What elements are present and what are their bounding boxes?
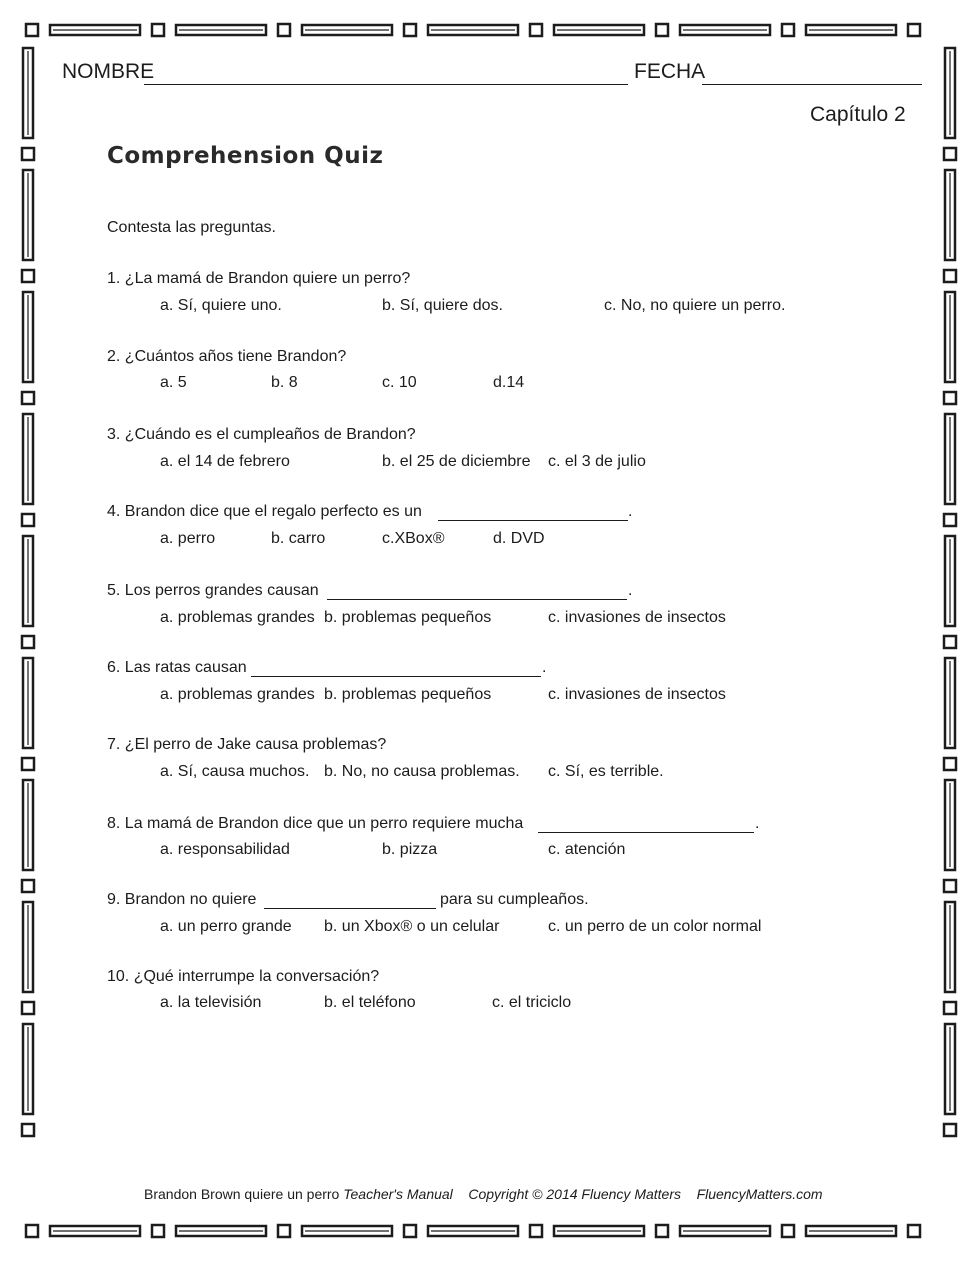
date-label: FECHA (634, 60, 706, 83)
name-label: NOMBRE (62, 60, 155, 83)
instructions: Contesta las preguntas. (107, 219, 276, 236)
question-5: 5. Los perros grandes causan (107, 582, 319, 599)
border-square (944, 758, 956, 770)
border-square (530, 1225, 542, 1237)
q9-option-c[interactable]: c. un perro de un color normal (548, 918, 762, 935)
q1-option-b[interactable]: b. Sí, quiere dos. (382, 297, 503, 314)
border-square (908, 24, 920, 36)
q7-option-b[interactable]: b. No, no causa problemas. (324, 763, 520, 780)
q3-option-c[interactable]: c. el 3 de julio (548, 453, 646, 470)
question-6: 6. Las ratas causan (107, 659, 247, 676)
border-square (656, 24, 668, 36)
name-field[interactable] (144, 84, 628, 85)
q9-option-b[interactable]: b. un Xbox® o un celular (324, 918, 500, 935)
question-8: 8. La mamá de Brandon dice que un perro requiere mucha (107, 815, 524, 832)
q4-answer-blank[interactable] (438, 520, 628, 521)
question-1: 1. ¿La mamá de Brandon quiere un perro? (107, 270, 411, 287)
footer (144, 1186, 823, 1202)
page-title: Comprehension Quiz (107, 143, 384, 169)
border-square (782, 24, 794, 36)
border-square (26, 24, 38, 36)
q5-answer-blank[interactable] (327, 599, 627, 600)
q10-option-a[interactable]: a. la televisión (160, 994, 262, 1011)
footer-book-title: Brandon Brown quiere un perro (144, 1186, 340, 1202)
footer-manual: Teacher's Manual (343, 1186, 453, 1202)
q6-answer-blank[interactable] (251, 676, 541, 677)
border-square (944, 514, 956, 526)
border-square (944, 392, 956, 404)
q5-prompt-end: . (628, 582, 633, 599)
border-square (22, 514, 34, 526)
q4-option-a[interactable]: a. perro (160, 530, 216, 547)
border-square (26, 1225, 38, 1237)
date-field[interactable] (702, 84, 922, 85)
border-square (22, 270, 34, 282)
q4-option-d[interactable]: d. DVD (493, 530, 545, 547)
border-square (22, 1124, 34, 1136)
border-square (908, 1225, 920, 1237)
border-square (404, 24, 416, 36)
border-square (404, 1225, 416, 1237)
q7-option-c[interactable]: c. Sí, es terrible. (548, 763, 664, 780)
q6-option-a[interactable]: a. problemas grandes (160, 686, 315, 703)
question-4: 4. Brandon dice que el regalo perfecto es un (107, 503, 422, 520)
border-square (530, 24, 542, 36)
question-9: 9. Brandon no quiere (107, 891, 257, 908)
q1-option-c[interactable]: c. No, no quiere un perro. (604, 297, 786, 314)
chapter-label: Capítulo 2 (810, 103, 906, 126)
q2-option-a[interactable]: a. 5 (160, 374, 187, 391)
border-square (22, 148, 34, 160)
q9-option-a[interactable]: a. un perro grande (160, 918, 292, 935)
border-square (944, 148, 956, 160)
q8-option-a[interactable]: a. responsabilidad (160, 841, 290, 858)
border-square (22, 1002, 34, 1014)
border-square (278, 24, 290, 36)
question-7: 7. ¿El perro de Jake causa problemas? (107, 736, 387, 753)
q10-option-b[interactable]: b. el teléfono (324, 994, 416, 1011)
q6-prompt-end: . (542, 659, 547, 676)
question-10: 10. ¿Qué interrumpe la conversación? (107, 968, 380, 985)
q5-option-c[interactable]: c. invasiones de insectos (548, 609, 726, 626)
q2-option-d[interactable]: d.14 (493, 374, 525, 391)
border-square (278, 1225, 290, 1237)
q5-option-b[interactable]: b. problemas pequeños (324, 609, 492, 626)
q6-option-c[interactable]: c. invasiones de insectos (548, 686, 726, 703)
q7-option-a[interactable]: a. Sí, causa muchos. (160, 763, 310, 780)
footer-site: FluencyMatters.com (696, 1186, 823, 1202)
q6-option-b[interactable]: b. problemas pequeños (324, 686, 492, 703)
question-2: 2. ¿Cuántos años tiene Brandon? (107, 348, 347, 365)
border-square (944, 270, 956, 282)
q8-answer-blank[interactable] (538, 832, 754, 833)
q9-answer-blank[interactable] (264, 908, 436, 909)
q2-option-c[interactable]: c. 10 (382, 374, 417, 391)
border-square (944, 1124, 956, 1136)
q2-option-b[interactable]: b. 8 (271, 374, 298, 391)
question-3: 3. ¿Cuándo es el cumpleaños de Brandon? (107, 426, 416, 443)
q1-option-a[interactable]: a. Sí, quiere uno. (160, 297, 282, 314)
q3-option-b[interactable]: b. el 25 de diciembre (382, 453, 531, 470)
border-square (656, 1225, 668, 1237)
q4-prompt-end: . (628, 503, 633, 520)
q8-option-b[interactable]: b. pizza (382, 841, 438, 858)
q10-option-c[interactable]: c. el triciclo (492, 994, 572, 1011)
border-square (944, 636, 956, 648)
q9-prompt-end: para su cumpleaños. (440, 891, 589, 908)
border-square (152, 24, 164, 36)
q5-option-a[interactable]: a. problemas grandes (160, 609, 315, 626)
footer-copyright: Copyright © 2014 Fluency Matters (468, 1186, 681, 1202)
q4-option-b[interactable]: b. carro (271, 530, 326, 547)
q3-option-a[interactable]: a. el 14 de febrero (160, 453, 290, 470)
border-square (944, 1002, 956, 1014)
border-square (22, 392, 34, 404)
border-square (782, 1225, 794, 1237)
border-square (22, 758, 34, 770)
border-square (152, 1225, 164, 1237)
q8-option-c[interactable]: c. atención (548, 841, 626, 858)
border-square (944, 880, 956, 892)
border-square (22, 636, 34, 648)
q8-prompt-end: . (755, 815, 760, 832)
q4-option-c[interactable]: c.XBox® (382, 530, 445, 547)
border-square (22, 880, 34, 892)
